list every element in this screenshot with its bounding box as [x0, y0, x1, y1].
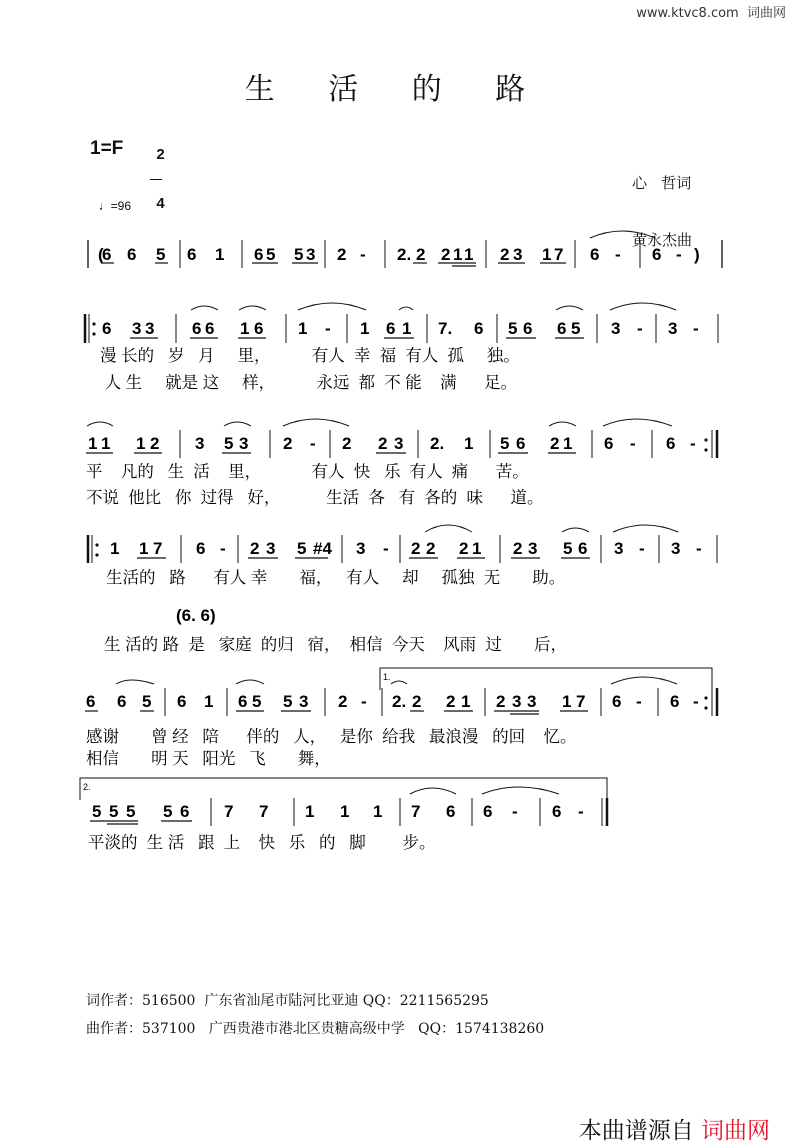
- note: 1: [305, 802, 315, 821]
- note: 2.: [397, 245, 412, 264]
- note: 7: [259, 802, 269, 821]
- note: 6: [446, 802, 456, 821]
- note: 3: [195, 434, 205, 453]
- note: 6: [516, 434, 526, 453]
- note: 6: [552, 802, 562, 821]
- song-title: 生 活 的 路: [244, 72, 548, 107]
- note: 1: [402, 319, 412, 338]
- note: 7: [411, 802, 421, 821]
- note: -: [383, 539, 389, 558]
- note: 2.: [430, 434, 445, 453]
- lyric-line: 相信 明 天 阳光 飞 舞，: [86, 750, 331, 768]
- lyric-line: 平 凡的 生 活 里， 有人 快 乐 有人 痛 苦。: [86, 463, 529, 481]
- note: 1: [88, 434, 98, 453]
- composer-credit: 黄永杰曲: [632, 231, 693, 249]
- note: 5: [266, 245, 276, 264]
- note: 1: [340, 802, 350, 821]
- note: 1: [204, 692, 214, 711]
- note: 3: [527, 692, 537, 711]
- note: 6: [205, 319, 215, 338]
- lyricist-contact: 词作者：516500 广东省汕尾市陆河比亚迪 QQ：2211565295: [86, 993, 489, 1009]
- tempo-value: =96: [110, 199, 132, 213]
- note: #4: [313, 539, 332, 558]
- note: -: [636, 692, 642, 711]
- note: 6: [86, 692, 96, 711]
- note: 2: [412, 692, 422, 711]
- lyrics-layer: [86, 346, 576, 852]
- note: 2: [337, 245, 347, 264]
- note: 6: [523, 319, 533, 338]
- note: 3: [614, 539, 624, 558]
- note: -: [696, 539, 702, 558]
- note: 5: [163, 802, 173, 821]
- note: (: [98, 245, 104, 264]
- note: 2: [426, 539, 436, 558]
- note: 3: [306, 245, 316, 264]
- note: 3: [266, 539, 276, 558]
- note: 1: [298, 319, 308, 338]
- site-watermark: www.ktvc8.com 词曲网: [636, 6, 786, 21]
- note: 6: [254, 319, 264, 338]
- composer-contact: 曲作者：537100 广西贵港市港北区贵糖高级中学 QQ：1574138260: [86, 1021, 545, 1037]
- note: 6: [590, 245, 600, 264]
- note: 3: [394, 434, 404, 453]
- note: 1: [110, 539, 120, 558]
- note: -: [693, 319, 699, 338]
- note: 6: [612, 692, 622, 711]
- note: 6: [666, 434, 676, 453]
- note: 3: [132, 319, 142, 338]
- note: 3: [528, 539, 538, 558]
- note: 2: [150, 434, 160, 453]
- note: 7: [554, 245, 564, 264]
- note: 1: [373, 802, 383, 821]
- note: 5: [224, 434, 234, 453]
- lyric-line: 人 生 就是 这 样， 永远 都 不 能 满 足。: [100, 374, 518, 392]
- note: 7.: [438, 319, 453, 338]
- brand-prefix: 本曲谱源自: [578, 1118, 694, 1144]
- note: 3: [239, 434, 249, 453]
- note: 2: [283, 434, 293, 453]
- note: 6: [192, 319, 202, 338]
- note: 6: [474, 319, 484, 338]
- note: 6: [254, 245, 264, 264]
- note: 6: [386, 319, 396, 338]
- note: 6: [127, 245, 137, 264]
- note: 1: [101, 434, 111, 453]
- lyric-line: 平淡的 生 活 跟 上 快 乐 的 脚 步。: [88, 834, 436, 852]
- note: 3: [512, 692, 522, 711]
- note: 5: [156, 245, 166, 264]
- note: 5: [294, 245, 304, 264]
- note: 3: [611, 319, 621, 338]
- lyric-line: 感谢 曾 经 陪 伴的 人， 是你 给我 最浪漫 的回 忆。: [86, 728, 577, 746]
- note: 1: [461, 692, 471, 711]
- note: 6: [483, 802, 493, 821]
- time-signature-bottom: 4: [156, 195, 165, 212]
- note: 2: [459, 539, 469, 558]
- quarter-note-icon: ♩: [98, 199, 111, 213]
- time-signature-top: 2: [156, 146, 165, 163]
- note: 1: [215, 245, 225, 264]
- note: 6: [117, 692, 127, 711]
- note: 6: [557, 319, 567, 338]
- note: 5: [508, 319, 518, 338]
- note: -: [220, 539, 226, 558]
- note: -: [310, 434, 316, 453]
- note: 1: [472, 539, 482, 558]
- note: 2: [416, 245, 426, 264]
- note: ): [694, 245, 700, 264]
- note: -: [630, 434, 636, 453]
- note: 7: [153, 539, 163, 558]
- note: 2: [338, 692, 348, 711]
- note: 2: [378, 434, 388, 453]
- note: 6: [187, 245, 197, 264]
- lyric-line: 生 活的 路 是 家庭 的归 宿， 相信 今天 风雨 过 后，: [104, 636, 567, 654]
- note: 7: [224, 802, 234, 821]
- note: 1: [136, 434, 146, 453]
- lyric-line: 不说 他比 你 过得 好， 生活 各 有 各的 味 道。: [86, 489, 544, 507]
- note: 1: [360, 319, 370, 338]
- note: 2: [500, 245, 510, 264]
- note: 2.: [392, 692, 407, 711]
- note: 5: [252, 692, 262, 711]
- note: 2: [513, 539, 523, 558]
- note: 1: [542, 245, 552, 264]
- lyricist-credit: 心 哲词: [632, 174, 692, 192]
- note: 3: [356, 539, 366, 558]
- note: 6: [238, 692, 248, 711]
- lyric-line: 漫 长的 岁 月 里， 有人 幸 福 有人 孤 独。: [100, 347, 520, 365]
- note: 5: [142, 692, 152, 711]
- note: 5: [283, 692, 293, 711]
- note: 2: [342, 434, 352, 453]
- note: 6: [180, 802, 190, 821]
- note: 2: [441, 245, 451, 264]
- note: 5: [563, 539, 573, 558]
- note: 6: [578, 539, 588, 558]
- note: 3: [671, 539, 681, 558]
- note: 6: [177, 692, 187, 711]
- key-signature: 1=F: [90, 138, 124, 159]
- note: -: [360, 245, 366, 264]
- note: 6: [652, 245, 662, 264]
- note: 6: [670, 692, 680, 711]
- note: 2: [250, 539, 260, 558]
- note: 5: [109, 802, 119, 821]
- lyric-line: 生活的 路 有人 幸 福， 有人 却 孤独 无 助。: [106, 569, 566, 587]
- note: 1: [464, 434, 474, 453]
- note: 6: [102, 319, 112, 338]
- note: 3: [299, 692, 309, 711]
- note: 6: [196, 539, 206, 558]
- note: 2: [446, 692, 456, 711]
- note: -: [325, 319, 331, 338]
- note: -: [690, 434, 696, 453]
- note: -: [637, 319, 643, 338]
- note: 3: [668, 319, 678, 338]
- note: 1: [240, 319, 250, 338]
- note: 1: [464, 245, 474, 264]
- note: 6: [102, 245, 112, 264]
- note: 5: [126, 802, 136, 821]
- note: 1: [562, 692, 572, 711]
- brand-name: 词曲网: [701, 1118, 770, 1144]
- note: 3: [513, 245, 523, 264]
- note: 2: [550, 434, 560, 453]
- note: -: [578, 802, 584, 821]
- note: -: [639, 539, 645, 558]
- note: -: [512, 802, 518, 821]
- note: 5: [500, 434, 510, 453]
- note: -: [693, 692, 699, 711]
- note: 7: [576, 692, 586, 711]
- note: 2: [496, 692, 506, 711]
- note: 2: [411, 539, 421, 558]
- note: 5: [92, 802, 102, 821]
- note: -: [676, 245, 682, 264]
- note: 1: [453, 245, 463, 264]
- note: -: [615, 245, 621, 264]
- note: 1: [139, 539, 149, 558]
- note: 6: [604, 434, 614, 453]
- volta-2-label: 2.: [83, 782, 91, 792]
- volta-1-label: 1.: [383, 672, 391, 682]
- source-brand: [564, 1086, 770, 1145]
- note: 5: [571, 319, 581, 338]
- interlude-notes: (6. 6): [176, 606, 216, 625]
- note: 3: [145, 319, 155, 338]
- note: 5: [297, 539, 307, 558]
- note: 1: [563, 434, 573, 453]
- note: -: [361, 692, 367, 711]
